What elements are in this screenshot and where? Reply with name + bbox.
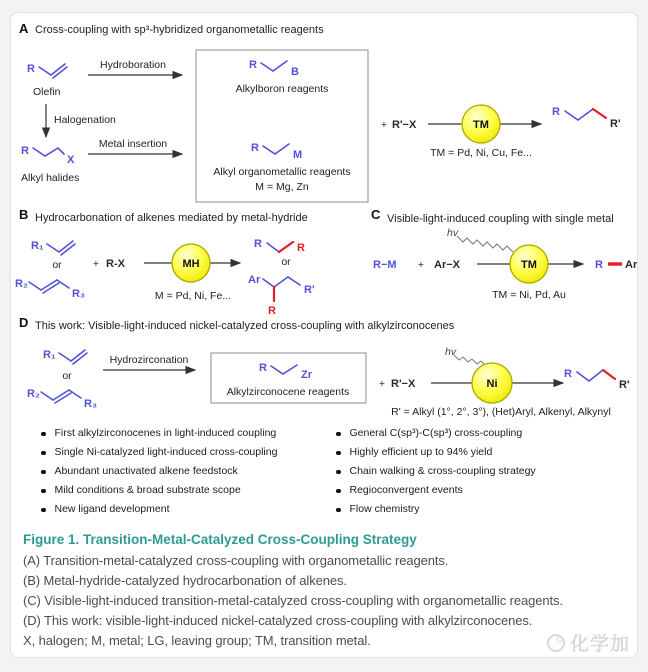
catalyst-note-b: M = Pd, Ni, Fe... <box>154 290 232 302</box>
bullet-dot-icon <box>336 432 341 437</box>
partner-label: R'−X <box>392 119 417 131</box>
plus-sign-d: + <box>378 378 386 390</box>
plus-sign-b: + <box>92 258 100 270</box>
figure-caption-line-b: (B) Metal-hydride-catalyzed hydrocarbonation of alkenes. <box>23 573 347 588</box>
zirconocene-caption: Alkylzirconocene reagents <box>226 386 350 398</box>
hv-label-c: hv <box>447 227 459 239</box>
list-item <box>41 446 336 465</box>
figure-caption-abbreviations: X, halogen; M, metal; LG, leaving group; TM, transition metal. <box>23 633 371 648</box>
light-squiggle-c <box>457 236 513 252</box>
rp-scope-note: R' = Alkyl (1°, 2°, 3°), (Het)Aryl, Alkenyl, Alkynyl <box>391 406 611 418</box>
figure-caption <box>23 531 629 651</box>
bullet-dot-icon <box>336 470 341 475</box>
hydroboration-label: Hydroboration <box>100 59 166 71</box>
panel-b <box>15 207 315 317</box>
olefin-structure <box>27 63 67 98</box>
alkene-r3-label: R₃ <box>72 288 86 300</box>
list-item <box>336 503 536 522</box>
halogenation-label: Halogenation <box>54 114 116 126</box>
watermark-logo-icon <box>546 633 566 653</box>
list-item <box>336 465 536 484</box>
catalyst-note-c: TM = Ni, Pd, Au <box>492 289 566 301</box>
bullet-text: First alkylzirconocenes in light-induced coupling <box>54 427 277 439</box>
partner-label-b: R-X <box>106 258 125 270</box>
alkyl-halide-caption: Alkyl halides <box>21 172 80 184</box>
om-m-label: M <box>293 149 303 161</box>
panel-a-title: Cross-coupling with sp³-hybridized organometallic reagents <box>35 24 324 36</box>
bullet-dot-icon <box>336 451 341 456</box>
alkyl-halide-structure <box>21 145 79 184</box>
product-d-rp: R' <box>619 379 630 391</box>
light-squiggle-d <box>454 355 486 366</box>
panel-a-label: A <box>19 21 29 36</box>
alkene-d-r3: R₃ <box>84 398 98 410</box>
halide-r-label: R <box>21 145 29 157</box>
panel-c-title: Visible-light-induced coupling with single metal <box>387 213 614 225</box>
product-b1-r2: R <box>297 242 305 254</box>
panel-c <box>371 207 638 301</box>
product-d <box>564 368 630 391</box>
highlights-left-column <box>41 427 336 522</box>
product-b2-rp: R' <box>304 284 315 296</box>
alkene-2-structure-d <box>27 388 97 410</box>
organometallic-caption: Alkyl organometallic reagents <box>213 166 351 178</box>
product-a-r: R <box>552 106 560 118</box>
catalyst-note-a: TM = Pd, Ni, Cu, Fe... <box>430 147 532 159</box>
product-b1 <box>254 238 305 254</box>
rm-label: R−M <box>373 259 397 271</box>
alkylboron-caption: Alkylboron reagents <box>235 83 329 95</box>
panel-a <box>19 21 621 202</box>
alkene-1-structure <box>31 240 75 255</box>
bullet-dot-icon <box>336 489 341 494</box>
panel-d-title: This work: Visible-light-induced nickel-catalyzed cross-coupling with alkylzirconocenes <box>35 320 455 332</box>
or-label-2: or <box>281 256 291 268</box>
list-item <box>41 427 336 446</box>
bullet-text: Regioconvergent events <box>349 484 463 496</box>
product-a-rp: R' <box>610 118 621 130</box>
product-a <box>552 106 621 130</box>
bullet-dot-icon <box>41 508 46 513</box>
alkene-d-r1: R₁ <box>43 349 56 361</box>
alkene-2-structure <box>15 278 85 300</box>
plus-sign: + <box>380 119 388 131</box>
olefin-caption: Olefin <box>33 86 61 98</box>
hv-label-d: hv <box>445 346 457 358</box>
bullet-text: General C(sp³)-C(sp³) cross-coupling <box>349 427 523 439</box>
bullet-dot-icon <box>41 451 46 456</box>
bullet-dot-icon <box>336 508 341 513</box>
watermark <box>546 629 630 656</box>
bullet-text: New ligand development <box>54 503 170 515</box>
olefin-r-label: R <box>27 63 35 75</box>
alkene-r1-label: R₁ <box>31 240 44 252</box>
bullet-text: Chain walking & cross-coupling strategy <box>349 465 536 477</box>
list-item <box>336 484 536 503</box>
figure-caption-title: Figure 1. Transition-Metal-Catalyzed Cross-Coupling Strategy <box>23 532 417 547</box>
figure-caption-line-a: (A) Transition-metal-catalyzed cross-coupling with organometallic reagents. <box>23 553 449 568</box>
panel-d-label: D <box>19 315 29 330</box>
organometallic-structure <box>213 142 350 193</box>
figure-caption-line-c: (C) Visible-light-induced transition-metal-catalyzed cross-coupling with organometallic reagents. <box>23 593 563 608</box>
panel-b-title: Hydrocarbonation of alkenes mediated by metal-hydride <box>35 212 308 224</box>
product-c-r: R <box>595 259 603 271</box>
or-label-d: or <box>62 370 72 382</box>
catalyst-ni: Ni <box>486 378 498 390</box>
reaction-scheme <box>11 15 639 427</box>
product-c-ar: Ar <box>625 259 638 271</box>
alkene-1-structure-d <box>43 349 87 364</box>
boron-b-label: B <box>291 66 299 78</box>
list-item <box>336 427 536 446</box>
om-r-label: R <box>251 142 259 154</box>
watermark-text: 化学加 <box>570 634 631 655</box>
product-d-r: R <box>564 368 572 380</box>
halide-x-label: X <box>67 154 75 166</box>
zirc-zr-label: Zr <box>301 369 312 381</box>
product-b2-ar: Ar <box>248 274 261 286</box>
highlights <box>11 427 637 522</box>
list-item <box>336 446 536 465</box>
list-item <box>41 503 336 522</box>
product-b2-r: R <box>268 305 276 317</box>
figure-caption-line-d: (D) This work: visible-light-induced nickel-catalyzed cross-coupling with alkylzirconocenes. <box>23 613 533 628</box>
or-label-1: or <box>52 259 62 271</box>
plus-sign-c: + <box>417 259 425 271</box>
arx-label: Ar−X <box>434 259 460 271</box>
catalyst-mh: MH <box>182 258 200 270</box>
bullet-text: Mild conditions & broad substrate scope <box>54 484 241 496</box>
panel-b-label: B <box>19 207 29 222</box>
product-b1-r: R <box>254 238 262 250</box>
alkylboron-structure <box>236 59 329 95</box>
bullet-text: Single Ni-catalyzed light-induced cross-coupling <box>54 446 278 458</box>
bullet-dot-icon <box>41 432 46 437</box>
metal-insertion-label: Metal insertion <box>98 138 168 150</box>
product-b2 <box>248 274 315 317</box>
zirc-r-label: R <box>259 362 267 374</box>
bullet-text: Abundant unactivated alkene feedstock <box>54 465 238 477</box>
alkene-d-r2: R₂ <box>27 388 40 400</box>
bullet-text: Highly efficient up to 94% yield <box>349 446 493 458</box>
catalyst-tm-c: TM <box>521 259 537 271</box>
list-item <box>41 465 336 484</box>
list-item <box>41 484 336 503</box>
organometallic-note: M = Mg, Zn <box>255 181 309 193</box>
panel-d <box>19 315 630 418</box>
alkene-r2-label: R₂ <box>15 278 28 290</box>
figure-card <box>10 12 638 658</box>
partner-label-d: R'−X <box>391 378 416 390</box>
boron-r-label: R <box>249 59 257 71</box>
product-c <box>595 259 638 271</box>
zirconocene-structure <box>227 362 350 398</box>
bullet-text: Flow chemistry <box>349 503 420 515</box>
panel-c-label: C <box>371 207 381 222</box>
catalyst-tm-a: TM <box>473 119 489 131</box>
hydrozirconation-label: Hydrozirconation <box>109 354 189 366</box>
bullet-dot-icon <box>41 489 46 494</box>
highlights-right-column <box>336 427 536 522</box>
bullet-dot-icon <box>41 470 46 475</box>
reagents-box <box>196 50 368 202</box>
